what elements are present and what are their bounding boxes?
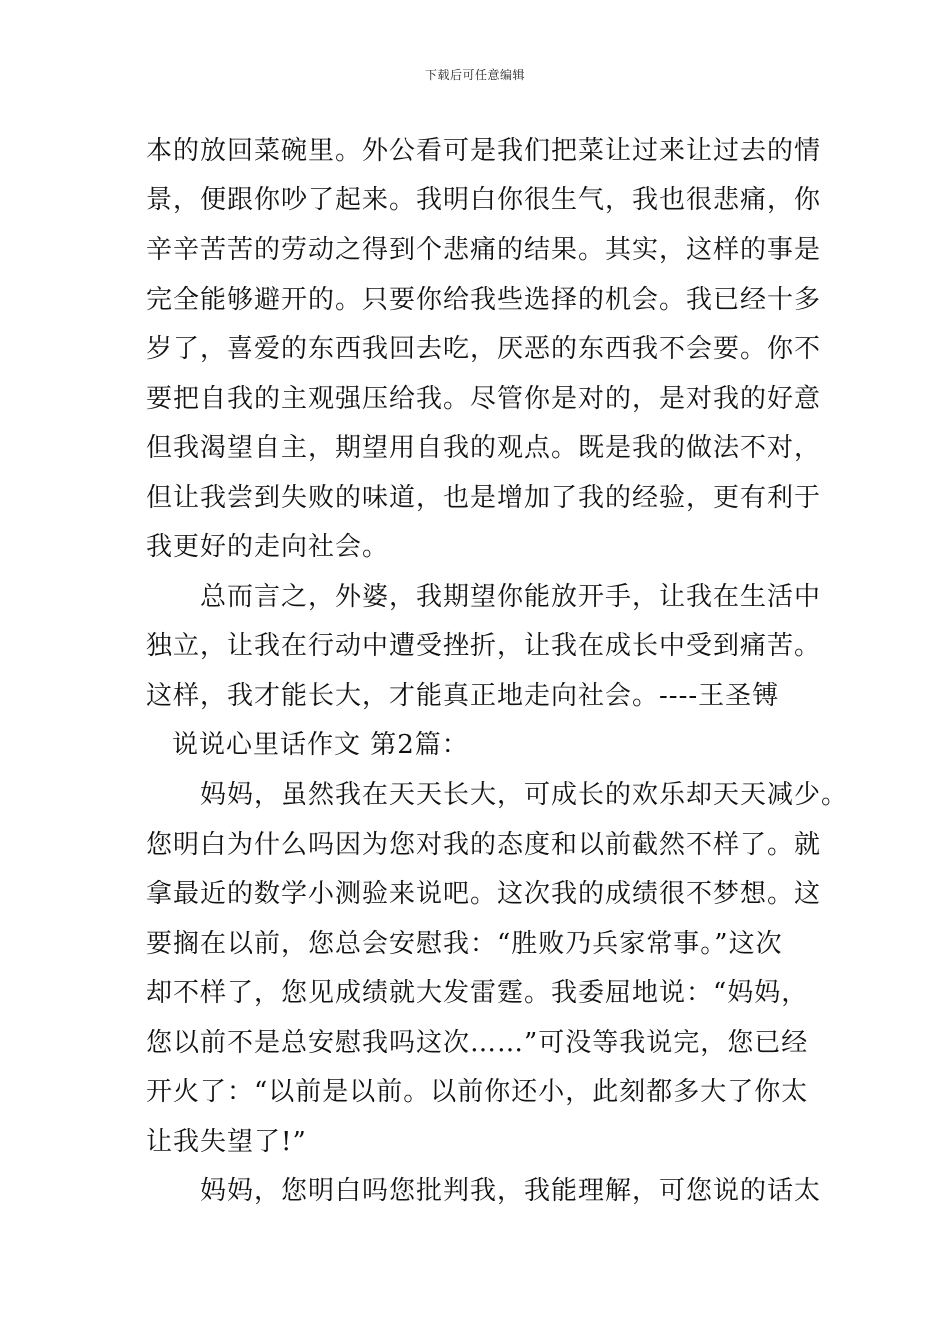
text-line: 景，便跟你吵了起来。我明白你很生气，我也很悲痛，你	[146, 185, 822, 215]
text-line: 辛辛苦苦的劳动之得到个悲痛的结果。其实，这样的事是	[146, 235, 822, 265]
text-line: 但我渴望自主，期望用自我的观点。既是我的做法不对，	[146, 433, 822, 463]
text-line: 让我失望了!”	[146, 1127, 307, 1157]
paragraph-first-line: 妈妈，您明白吗您批判我，我能理解，可您说的话太	[200, 1176, 822, 1206]
section-heading: 说说心里话作文 第2篇：	[172, 730, 469, 760]
text-line: 本的放回菜碗里。外公看可是我们把菜让过来让过去的情	[146, 136, 822, 166]
text-line: 要把自我的主观强压给我。尽管你是对的，是对我的好意	[146, 384, 822, 414]
text-line: 岁了，喜爱的东西我回去吃，厌恶的东西我不会要。你不	[146, 334, 822, 364]
text-line: 但让我尝到失败的味道，也是增加了我的经验，更有利于	[146, 483, 822, 513]
paragraph-first-line: 妈妈，虽然我在天天长大，可成长的欢乐却天天减少。	[200, 780, 849, 810]
text-line: 完全能够避开的。只要你给我些选择的机会。我已经十多	[146, 285, 822, 315]
text-line: 我更好的走向社会。	[146, 532, 390, 562]
text-line: 要搁在以前，您总会安慰我：“胜败乃兵家常事。”这次	[146, 929, 783, 959]
text-line: 独立，让我在行动中遭受挫折，让我在成长中受到痛苦。	[146, 631, 822, 661]
text-line: 这样，我才能长大，才能真正地走向社会。----王圣镈	[146, 681, 780, 711]
text-line: 却不样了，您见成绩就大发雷霆。我委屈地说：“妈妈，	[146, 978, 809, 1008]
text-line: 拿最近的数学小测验来说吧。这次我的成绩很不梦想。这	[146, 879, 822, 909]
text-line: 您明白为什么吗因为您对我的态度和以前截然不样了。就	[146, 830, 822, 860]
text-line: 开火了：“以前是以前。以前你还小，此刻都多大了你太	[146, 1077, 809, 1107]
paragraph-first-line: 总而言之，外婆，我期望你能放开手，让我在生活中	[200, 582, 822, 612]
text-line: 您以前不是总安慰我吗这次……”可没等我说完，您已经	[146, 1028, 809, 1058]
page-header-note: 下载后可任意编辑	[424, 68, 525, 82]
